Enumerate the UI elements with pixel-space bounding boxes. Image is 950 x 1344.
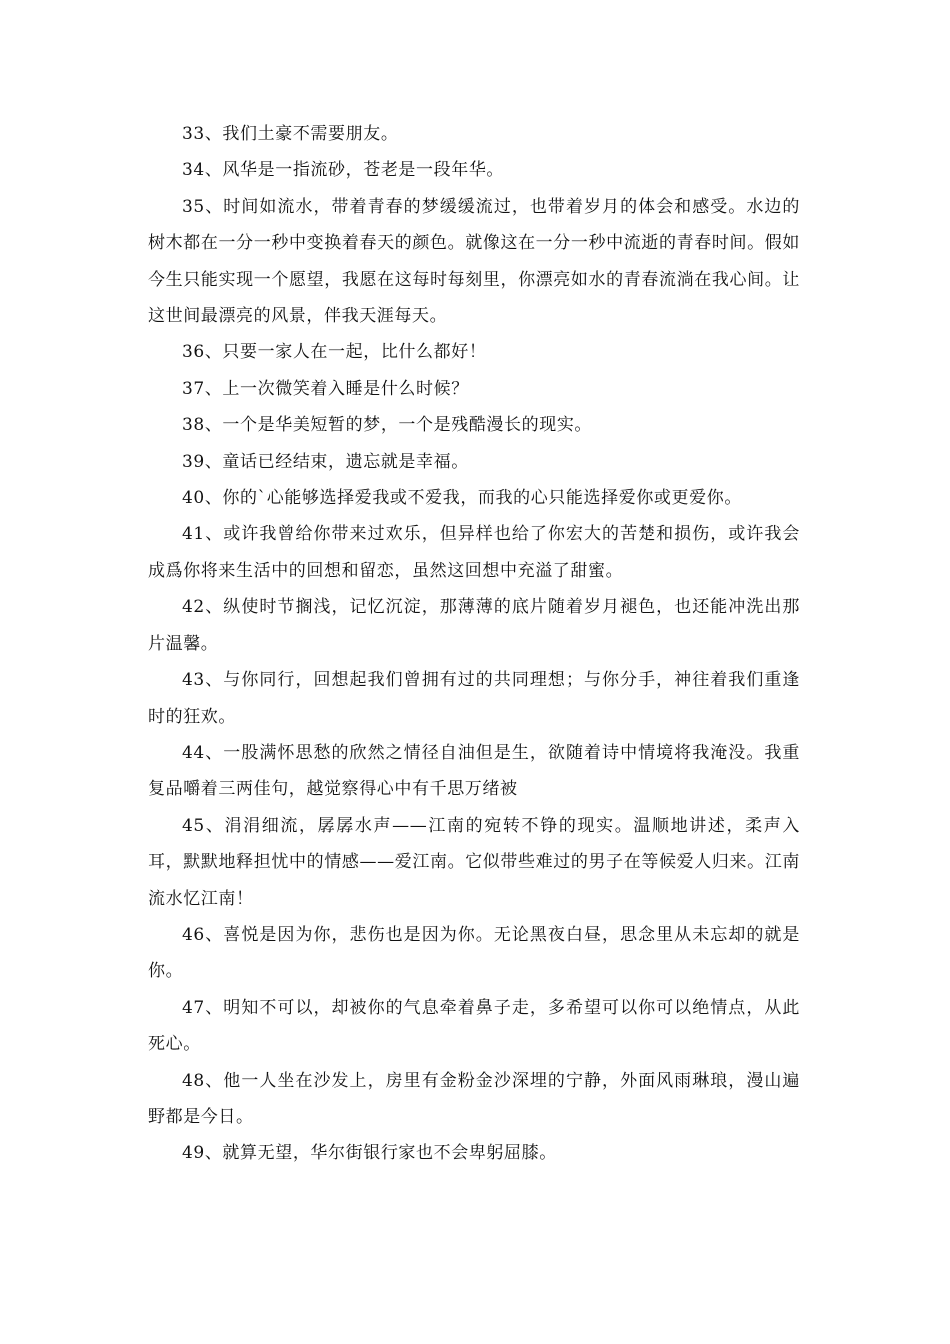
quote-paragraph-38: 38、一个是华美短暂的梦，一个是残酷漫长的现实。 (182, 415, 593, 436)
quote-paragraph-46: 46、喜悦是因为你，悲伤也是因为你。无论黑夜白昼，思念里从未忘却的就是你。 (148, 924, 800, 982)
quote-paragraph-40: 40、你的`心能够选择爱我或不爱我，而我的心只能选择爱你或更爱你。 (182, 488, 742, 509)
quote-paragraph-37: 37、上一次微笑着入睡是什么时候？ (182, 378, 469, 399)
quote-paragraph-41: 41、或许我曾给你带来过欢乐，但异样也给了你宏大的苦楚和损伤，或许我会成爲你将来生活中的回想和留恋，虽然这回想中充溢了甜蜜。 (148, 524, 800, 581)
quote-paragraph-36: 36、只要一家人在一起，比什么都好！ (182, 342, 487, 363)
quote-paragraph-42: 42、纵使时节搁浅，记忆沉淀，那薄薄的底片随着岁月褪色，也还能冲洗出那片温馨。 (148, 597, 800, 654)
quote-paragraph-47: 47、明知不可以，却被你的气息牵着鼻子走，多希望可以你可以绝情点，从此死心。 (148, 997, 800, 1055)
quote-paragraph-33: 33、我们土豪不需要朋友。 (182, 124, 399, 144)
quote-paragraph-49: 49、就算无望，华尔街银行家也不会卑躬屈膝。 (182, 1143, 557, 1164)
quote-paragraph-35: 35、时间如流水，带着青春的梦缓缓流过，也带着岁月的体会和感受。水边的树木都在一分一秒中变换着春天的颜色。就像这在一分一秒中流逝的青春时间。假如今生只能实现一个愿望，我愿在这每时每刻里，你漂亮如水的青春流淌在我心间。让这世间最漂亮的风景，伴我天涯每天。 (148, 196, 800, 327)
quote-paragraph-34: 34、风华是一指流砂，苍老是一段年华。 (182, 160, 505, 181)
quote-paragraph-44: 44、一股满怀思愁的欣然之情径自油但是生，欲随着诗中情境将我淹没。我重复品嚼着三两佳句，越觉察得心中有千思万绪被 (148, 742, 800, 800)
quote-paragraph-48: 48、他一人坐在沙发上，房里有金粉金沙深埋的宁静，外面风雨琳琅，漫山遍野都是今日。 (148, 1070, 800, 1127)
quote-paragraph-43: 43、与你同行，回想起我们曾拥有过的共同理想；与你分手，神往着我们重逢时的狂欢。 (148, 670, 800, 727)
quote-paragraph-39: 39、童话已经结束，遗忘就是幸福。 (182, 451, 469, 472)
quote-paragraph-45: 45、涓涓细流，孱孱水声——江南的宛转不铮的现实。温顺地讲述，柔声入耳，默默地释担忧中的情感——爱江南。它似带些难过的男子在等候爱人归来。江南流水忆江南！ (148, 815, 800, 909)
document-page (148, 116, 800, 1172)
